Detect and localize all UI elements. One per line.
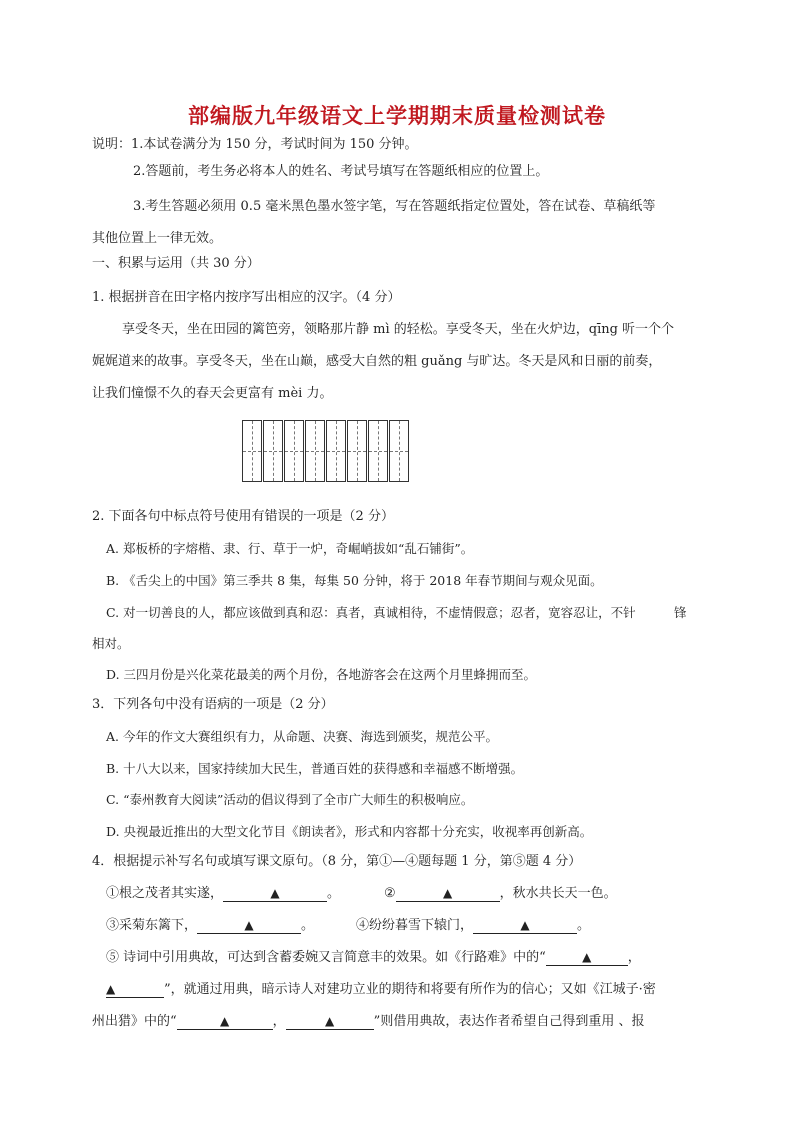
question-1-passage-line-2: 娓娓道来的故事。享受冬天，坐在山巅，感受大自然的粗 guǎng 与旷达。冬天是风和日丽的前奏， xyxy=(92,354,662,369)
question-1-stem: 1. 根据拼音在田字格内按序写出相应的汉字。（4 分） xyxy=(92,290,401,305)
item-5-text-post: ”则借用典故，表达作者希望自己得到重用 、报 xyxy=(373,1014,645,1029)
question-3-option-c: C. “泰州教育大阅读”活动的倡议得到了全市广大师生的积极响应。 xyxy=(106,792,474,807)
question-4-item-4 xyxy=(356,918,590,934)
instruction-line-4: 其他位置上一律无效。 xyxy=(92,231,223,246)
item-2-suffix: ，秋水共长天一色。 xyxy=(499,886,617,901)
triangle-marker: ▲ xyxy=(582,950,592,964)
exam-title: 部编版九年级语文上学期期末质量检测试卷 xyxy=(188,103,606,128)
question-2-option-a: A. 郑板桥的字熔楷、隶、行、草于一炉，奇崛峭拔如“乱石铺街”。 xyxy=(106,541,474,556)
answer-blank[interactable] xyxy=(473,918,577,934)
item-2-prefix: ② xyxy=(384,886,396,901)
answer-blank[interactable] xyxy=(286,1014,374,1030)
question-2-option-c-tail: 锋 xyxy=(674,605,687,620)
question-4-stem: 4．根据提示补写名句或填写课文原句。（8 分，第①—④题每题 1 分，第⑤题 4 分） xyxy=(92,854,582,869)
grid-cell[interactable] xyxy=(263,420,283,482)
grid-cell[interactable] xyxy=(326,420,346,482)
answer-blank[interactable] xyxy=(546,950,628,966)
triangle-marker: ▲ xyxy=(220,1014,230,1028)
triangle-marker: ▲ xyxy=(325,1014,335,1028)
question-3-option-a: A. 今年的作文大赛组织有力，从命题、决赛、海选到颁奖，规范公平。 xyxy=(106,729,498,744)
instruction-line-1: 说明：1.本试卷满分为 150 分，考试时间为 150 分钟。 xyxy=(92,137,418,152)
answer-blank[interactable] xyxy=(106,982,164,998)
question-3-option-b: B. 十八大以来，国家持续加大民生，普通百姓的获得感和幸福感不断增强。 xyxy=(106,761,524,776)
item-4-suffix: 。 xyxy=(577,918,591,933)
grid-cell[interactable] xyxy=(389,420,409,482)
triangle-marker: ▲ xyxy=(520,918,530,932)
question-4-item-5-line-2 xyxy=(106,982,656,998)
answer-blank[interactable] xyxy=(223,886,327,902)
instruction-line-2: 2.答题前，考生务必将本人的姓名、考试号填写在答题纸相应的位置上。 xyxy=(133,164,549,179)
item-5-comma: ， xyxy=(627,950,641,965)
question-4-item-5-line-1 xyxy=(106,950,641,966)
question-2-stem: 2. 下面各句中标点符号使用有错误的一项是（2 分） xyxy=(92,509,394,524)
item-3-prefix: ③采菊东篱下， xyxy=(106,918,198,933)
instruction-line-3: 3.考生答题必须用 0.5 毫米黑色墨水签字笔，写在答题纸指定位置处，答在试卷、草稿纸等 xyxy=(133,199,656,214)
question-4-item-2 xyxy=(384,886,617,902)
item-3-suffix: 。 xyxy=(301,918,315,933)
grid-cell[interactable] xyxy=(368,420,388,482)
item-5-text-cont: ”，就通过用典，暗示诗人对建功立业的期待和将要有所作为的信心；又如《江城子·密 xyxy=(164,982,656,997)
grid-cell[interactable] xyxy=(347,420,367,482)
item-1-suffix: 。 xyxy=(327,886,341,901)
grid-cell[interactable] xyxy=(284,420,304,482)
section-heading: 一、积累与运用（共 30 分） xyxy=(92,256,260,271)
question-3-option-d: D. 央视最近推出的大型文化节目《朗读者》，形式和内容都十分充实，收视率再创新高。 xyxy=(106,824,593,839)
question-2-option-c-cont: 相对。 xyxy=(92,636,130,651)
triangle-marker: ▲ xyxy=(106,982,116,996)
grid-cell[interactable] xyxy=(242,420,262,482)
question-2-option-d: D. 三四月份是兴化菜花最美的两个月份，各地游客会在这两个月里蜂拥而至。 xyxy=(106,667,537,682)
answer-blank[interactable] xyxy=(197,918,301,934)
item-5-text-pre: 州出猎》中的“ xyxy=(92,1014,177,1029)
grid-cell[interactable] xyxy=(305,420,325,482)
question-4-item-5-line-3 xyxy=(92,1014,644,1030)
question-1-passage-line-3: 让我们憧憬不久的春天会更富有 mèi 力。 xyxy=(92,386,333,401)
question-2-option-c: C. 对一切善良的人，都应该做到真和忍：真者，真诚相待，不虚情假意；忍者，宽容忍让，不针 xyxy=(106,605,636,620)
answer-blank[interactable] xyxy=(177,1014,273,1030)
item-1-prefix: ①根之茂者其实遂， xyxy=(106,886,224,901)
question-4-item-1 xyxy=(106,886,340,902)
item-5-comma: ， xyxy=(272,1014,286,1029)
answer-blank[interactable] xyxy=(396,886,500,902)
question-4-item-3 xyxy=(106,918,314,934)
item-5-text: ⑤ 诗词中引用典故，可达到含蓄委婉又言简意丰的效果。如《行路难》中的“ xyxy=(106,950,546,965)
question-3-stem: 3．下列各句中没有语病的一项是（2 分） xyxy=(92,697,334,712)
question-2-option-b: B. 《舌尖上的中国》第三季共 8 集，每集 50 分钟，将于 2018 年春节期间与观众见面。 xyxy=(106,573,603,588)
triangle-marker: ▲ xyxy=(244,918,254,932)
triangle-marker: ▲ xyxy=(443,886,453,900)
question-1-passage-line-1: 享受冬天，坐在田园的篱笆旁，领略那片静 mì 的轻松。享受冬天，坐在火炉边，qīng 听一个个 xyxy=(122,322,675,337)
item-4-prefix: ④纷纷暮雪下辕门， xyxy=(356,918,474,933)
triangle-marker: ▲ xyxy=(270,886,280,900)
